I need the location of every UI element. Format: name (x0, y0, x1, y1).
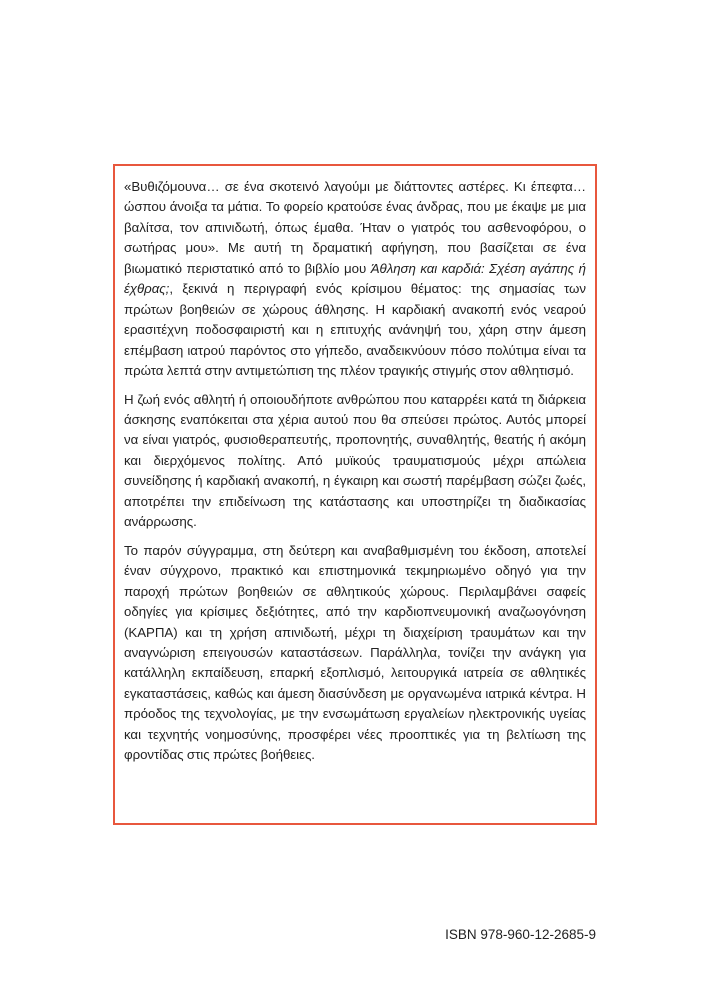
blurb-frame (113, 164, 597, 825)
paragraph-1-text-start: «Βυθιζόμουνα… σε ένα σκοτεινό λαγούμι με διάττοντες αστέρες. Κι έπεφτα… ώσπου άνοιξα τα μάτια. Το φορείο κρατούσε ένας άνδρας, που με έκαψε με μια βαλίτσα, τον απινιδωτή, όπως έμαθα. Ήταν ο γιατρός του ασθενοφόρου, ο σωτήρας μου». Με αυτή τη δραματική αφήγηση, που βασίζεται σε ένα βιωματικό περιστατικό από το βιβλίο μου (124, 179, 586, 276)
blurb-paragraph-1 (124, 177, 586, 382)
blurb-paragraph-2: Η ζωή ενός αθλητή ή οποιουδήποτε ανθρώπου που καταρρέει κατά τη διάρκεια άσκησης εναπόκειται στα χέρια αυτού που θα σπεύσει πρώτος. Αυτός μπορεί να είναι γιατρός, φυσιοθεραπευτής, προπονητής, συναθλητής, θεατής ή ακόμη και διερχόμενος πολίτης. Από μυϊκούς τραυματισμούς μέχρι απώλεια συνείδησης ή καρδιακή ανακοπή, η έγκαιρη και σωστή παρέμβαση σώζει ζωές, αποτρέπει την επιδείνωση της κατάστασης και υποστηρίζει τη διαδικασίας ανάρρωσης. (124, 391, 586, 530)
paragraph-1-text-end: , ξεκινά η περιγραφή ενός κρίσιμου θέματος: της σημασίας των πρώτων βοηθειών σε χώρους άθλησης. Η καρδιακή ανακοπή ενός νεαρού ερασιτέχνη ποδοσφαιριστή και η επιτυχής ανάνηψή του, χάρη στην άμεση επέμβαση ιατρού παρόντος στο γήπεδο, αναδεικνύουν πόσο πολύτιμα είναι τα πρώτα λεπτά στην αντιμετώπιση της πλέον τραγικής στιγμής στον αθλητισμό. (124, 281, 586, 379)
isbn-number: ISBN 978-960-12-2685-9 (445, 927, 596, 942)
blurb-paragraph-3: Το παρόν σύγγραμμα, στη δεύτερη και αναβαθμισμένη του έκδοση, αποτελεί έναν σύγχρονο, πρακτικό και επιστημονικά τεκμηριωμένο οδηγό για την παροχή πρώτων βοηθειών σε αθλητικούς χώρους. Περιλαμβάνει σαφείς οδηγίες για κρίσιμες δεξιότητες, από την καρδιοπνευμονική αναζωογόνηση (ΚΑΡΠΑ) και τη χρήση απινιδωτή, μέχρι τη διαχείριση τραυμάτων και την αναγνώριση επειγουσών καταστάσεων. Παράλληλα, τονίζει την ανάγκη για κατάλληλη εκπαίδευση, επαρκή εξοπλισμό, λειτουργικά ιατρεία σε αθλητικές εγκαταστάσεις, καθώς και άμεση διασύνδεση με οργανωμένα ιατρικά κέντρα. Η πρόοδος της τεχνολογίας, με την ενσωμάτωση εργαλείων ηλεκτρονικής υγείας και τεχνητής νοημοσύνης, προσφέρει νέες προοπτικές για τη βελτίωση της φροντίδας στις πρώτες βοήθειες. (124, 542, 586, 763)
book-title-reference: Άθληση και καρδιά: Σχέση αγάπης ή έχθρας; (124, 260, 587, 297)
